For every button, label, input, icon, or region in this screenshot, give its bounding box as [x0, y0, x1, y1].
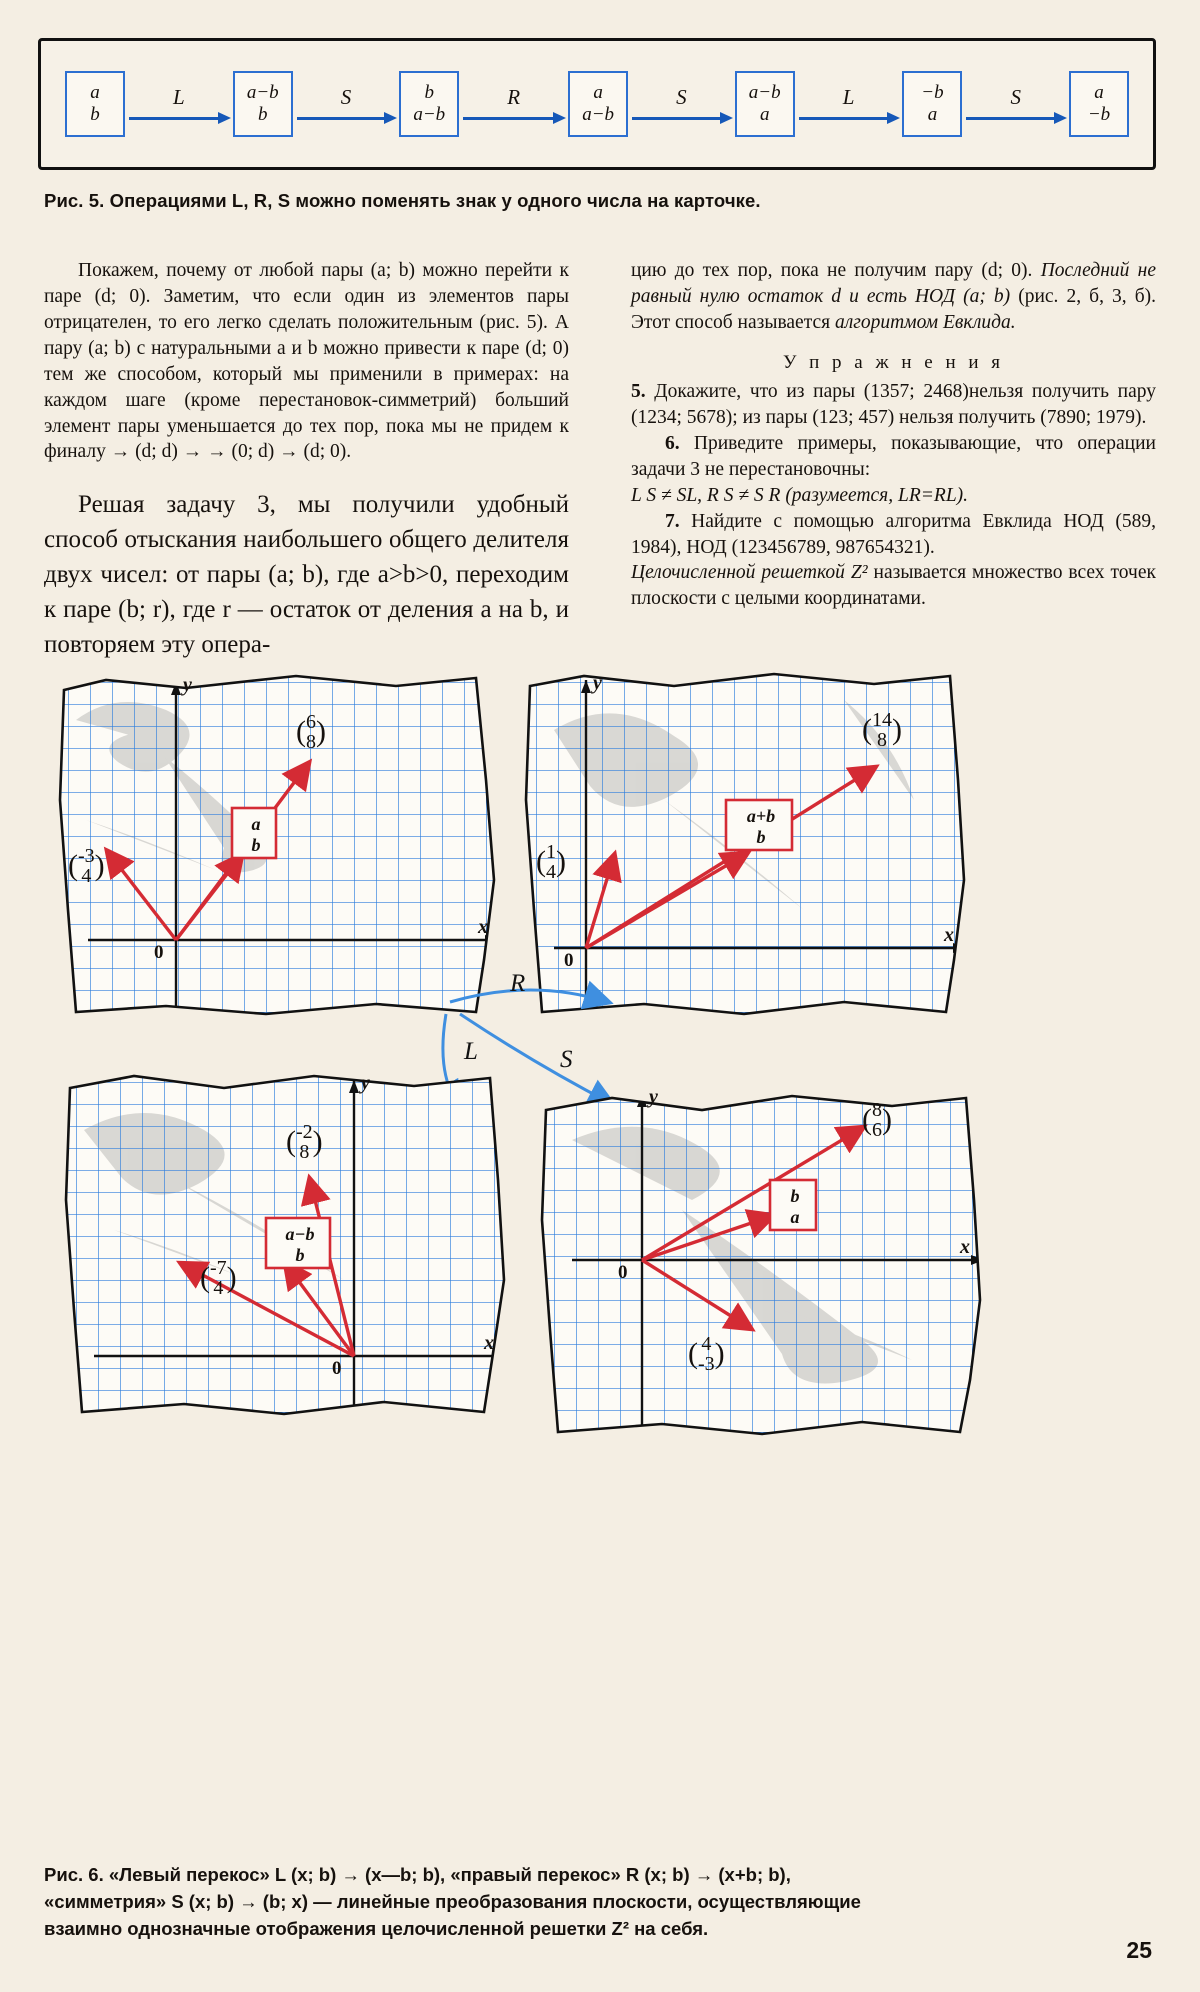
- panel3-y-axis-label: y: [361, 1072, 370, 1094]
- page-number: 25: [1126, 1937, 1152, 1963]
- figure5-caption: Рис. 5. Операциями L, R, S можно поменять знак у одного числа на карточке.: [44, 190, 761, 211]
- card-top-value: a−b: [748, 82, 781, 104]
- transition-label-L: L: [464, 1038, 478, 1065]
- panel1-origin-label: 0: [154, 942, 164, 963]
- vector-label-bottom: 4: [546, 861, 556, 883]
- exercise-7: [631, 509, 1156, 561]
- panel2-vector-label-1: ( 14 8 ): [862, 709, 902, 751]
- panel-bottom-right: [532, 1080, 1002, 1450]
- transition-label-S: S: [560, 1046, 573, 1073]
- panel4-vector-label-1: ( 8 6 ): [862, 1099, 892, 1141]
- vector-label-bottom: 8: [299, 1141, 310, 1163]
- panel1-card-bottom: b: [251, 835, 261, 855]
- vector-label-bottom: 8: [306, 731, 316, 753]
- card-top-value: −b: [921, 82, 944, 104]
- card-top-value: a−b: [246, 82, 279, 104]
- exercises-header: У п р а ж н е н и я: [782, 351, 1005, 373]
- paragraph-right-1: [631, 258, 1156, 336]
- paragraph-left-2: Решая задачу 3, мы получили удобный способ отыскания наибольшего общего делителя двух чисел: от пары (a; b), где a>b>0, переходим к паре (b; r), где r — остаток от деления a на b, и повторяем эту опера-: [44, 491, 569, 659]
- card-top-value: a: [1094, 82, 1104, 104]
- panel-bottom-left: [54, 1060, 524, 1430]
- operation-label: S: [340, 85, 352, 109]
- exercise-6-formula: L S ≠ SL, R S ≠ S R (разумеется, LR=RL).: [631, 484, 969, 506]
- vector-label-top: -7: [210, 1257, 227, 1279]
- vector-label-bottom: 4: [213, 1277, 224, 1299]
- right-text-d: алгоритмом Евклида.: [834, 311, 1016, 333]
- vector-label-bottom: 6: [872, 1119, 882, 1141]
- arrow-icon: [628, 113, 735, 123]
- card-bottom-value: a−b: [413, 104, 446, 125]
- vector-label-bottom: -3: [698, 1353, 715, 1375]
- vector-label-top: 4: [701, 1333, 712, 1355]
- panel3-card-bottom: b: [295, 1245, 305, 1265]
- panel4-vector-label-2: ( 4 -3 ): [688, 1333, 725, 1375]
- chain-arrow-3: [459, 73, 568, 135]
- arrow-icon: [795, 113, 903, 123]
- card-top-value: b: [424, 82, 435, 104]
- card-bottom-value: a: [759, 104, 770, 125]
- exercise-7-text: Найдите с помощью алгоритма Евклида НОД (589, 1984), НОД (123456789, 987654321).: [631, 510, 1156, 558]
- chain-card-6: [902, 71, 962, 137]
- panel4-card-bottom: a: [790, 1207, 800, 1227]
- panel1-vector-label-1: ( 6 8 ): [296, 711, 326, 753]
- arrow-icon: [962, 113, 1069, 123]
- card-bottom-value: a−b: [582, 104, 615, 125]
- chain-card-2: [233, 71, 293, 137]
- chain-arrow-5: [795, 73, 903, 135]
- card-bottom-value: a: [927, 104, 938, 125]
- panel-top-left: [46, 660, 516, 1030]
- panel1-x-axis-label: x: [478, 916, 488, 938]
- panel4-card-top: b: [790, 1186, 800, 1207]
- figure6-caption-line-2: «симметрия» S (x; b) → (b; x) — линейные преобразования плоскости, осуществляющие: [44, 1890, 861, 1912]
- panel2-y-axis-label: y: [593, 672, 602, 694]
- left-column: [44, 258, 569, 662]
- panel3-vector-label-1: ( -2 8 ): [286, 1121, 323, 1163]
- chain-card-1: [65, 71, 125, 137]
- arrow-icon: [293, 113, 400, 123]
- operation-label: L: [173, 85, 185, 109]
- right-column: [631, 258, 1156, 612]
- exercise-5: [631, 379, 1156, 431]
- right-text-c: (рис. 2, б, 3, б). Этот способ называется: [631, 285, 1156, 333]
- chain-card-4: [568, 71, 628, 137]
- chain-card-3: [399, 71, 459, 137]
- card-bottom-value: b: [257, 104, 268, 125]
- right-text-a: цию до тех пор, пока не получим пару (d; 0).: [631, 260, 1041, 281]
- panel3-origin-label: 0: [332, 1358, 342, 1379]
- lattice-text: называется множество всех точек плоскости с целыми координатами.: [631, 562, 1156, 610]
- vector-label-top: 8: [872, 1099, 882, 1121]
- chain-arrow-4: [628, 73, 735, 135]
- panel2-vector-label-2: ( 1 4 ): [536, 841, 566, 883]
- panel1-y-axis-label: y: [183, 674, 192, 696]
- figure6-caption-line-3: взаимно однозначные отображения целочисленной решетки Z² на себя.: [44, 1917, 709, 1939]
- operation-label: S: [1010, 85, 1021, 109]
- vector-label-bottom: 4: [81, 865, 92, 887]
- vector-label-top: -2: [296, 1121, 313, 1143]
- panel4-origin-label: 0: [618, 1262, 628, 1283]
- panel2-origin-label: 0: [564, 950, 574, 971]
- panel2-x-axis-label: x: [944, 924, 954, 946]
- paragraph-left-1: Покажем, почему от любой пары (a; b) можно перейти к паре (d; 0). Заметим, что если один из элементов пары отрицателен, то его легко сделать положительным (рис. 5). А пару (a; b) с натуральными a и b можно привести к паре (d; 0) тем же способом, который мы применили в примерах: на каждом шаге (кроме перестановок-симметрий) больший элемент пары уменьшается до тех пор, пока мы не придем к финалу → (d; d) → → (0; d) → (d; 0).: [44, 260, 569, 463]
- exercise-5-number: 5.: [631, 381, 646, 403]
- card-top-value: a: [593, 82, 603, 104]
- panel2-card-bottom: b: [756, 827, 766, 847]
- operation-label: S: [676, 85, 687, 109]
- panel2-card-top: a+b: [746, 806, 776, 827]
- chain-card-7: [1069, 71, 1129, 137]
- exercise-6-number: 6.: [665, 432, 680, 454]
- panel3-vector-label-2: ( -7 4 ): [200, 1257, 237, 1299]
- lattice-definition: [631, 560, 1156, 612]
- vector-label-top: 6: [306, 711, 316, 733]
- panel4-x-axis-label: x: [960, 1236, 970, 1258]
- panel3-card-top: a−b: [285, 1224, 315, 1245]
- panel1-card-top: a: [251, 814, 261, 835]
- panel-top-right: [514, 660, 984, 1030]
- vector-label-top: 14: [872, 709, 892, 731]
- lattice-term: Целочисленной решеткой Z²: [631, 562, 868, 584]
- vector-label-bottom: 8: [877, 729, 887, 751]
- exercise-7-number: 7.: [665, 510, 680, 532]
- figure5-chain-diagram: [38, 38, 1156, 170]
- operation-label: R: [507, 85, 521, 109]
- vector-label-top: 1: [546, 841, 556, 863]
- figure6: [36, 660, 1164, 1840]
- panel1-vector-label-2: ( -3 4 ): [68, 845, 105, 887]
- panel3-x-axis-label: x: [484, 1332, 494, 1354]
- vector-label-top: -3: [78, 845, 95, 867]
- card-top-value: a: [90, 82, 100, 104]
- panel4-y-axis-label: y: [649, 1086, 658, 1108]
- card-bottom-value: b: [90, 104, 100, 125]
- exercise-5-text: Докажите, что из пары (1357; 2468)нельзя получить пару (1234; 5678); из пары (123; 457) нельзя получить (7890; 1979).: [631, 381, 1156, 428]
- chain-arrow-2: [293, 73, 400, 135]
- operation-label: L: [842, 85, 855, 109]
- figure6-caption-line-1: Рис. 6. «Левый перекос» L (x; b) → (x—b; b), «правый перекос» R (x; b) → (x+b; b),: [44, 1864, 791, 1885]
- chain-card-5: [735, 71, 795, 137]
- body-text: [44, 258, 1156, 658]
- transition-label-R: R: [510, 970, 526, 997]
- card-bottom-value: −b: [1087, 104, 1111, 125]
- right-text-b: Последний не равный нулю остаток d и есть НОД (a; b): [631, 260, 1157, 307]
- figure6-caption: [44, 1862, 1164, 1942]
- chain-arrow-1: [125, 73, 233, 135]
- arrow-icon: [459, 113, 568, 123]
- chain-arrow-6: [962, 73, 1069, 135]
- arrow-icon: [125, 113, 233, 123]
- exercise-6: [631, 431, 1156, 483]
- exercise-6-text: Приведите примеры, показывающие, что операции задачи 3 не перестановочны:: [631, 432, 1156, 480]
